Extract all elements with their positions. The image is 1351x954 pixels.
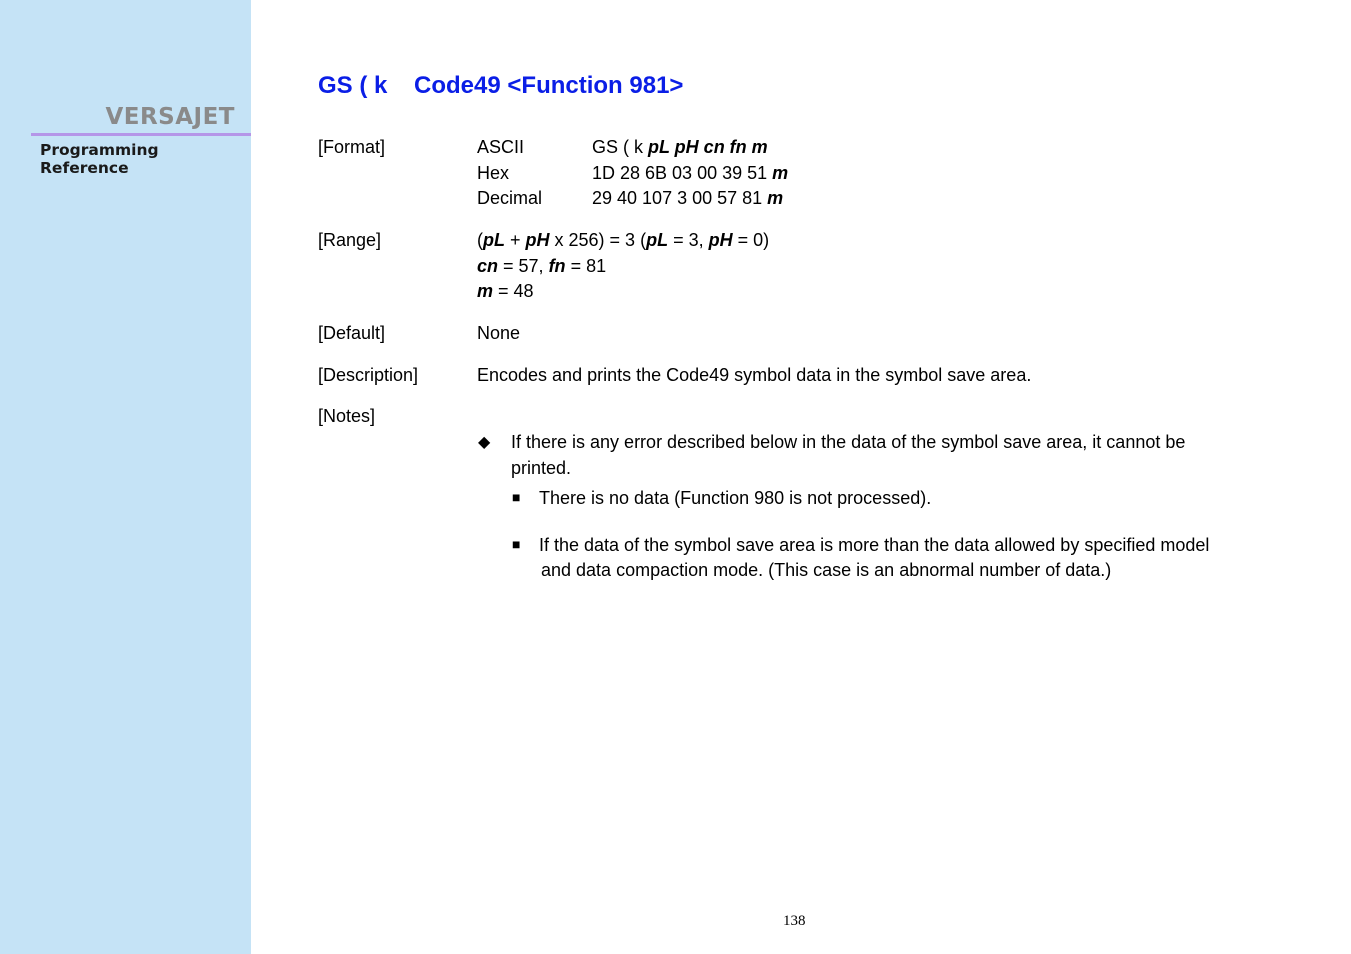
note-main-line-2: printed.	[511, 458, 572, 478]
sidebar	[0, 0, 251, 954]
range-line-2: cn = 57, fn = 81	[477, 256, 607, 276]
brand-underline	[31, 133, 251, 136]
description-label: [Description]	[318, 365, 419, 385]
format-decimal-value: 29 40 107 3 00 57 81 m	[592, 188, 784, 208]
square-bullet-icon: ■	[512, 536, 521, 552]
range-line-3: m = 48	[477, 281, 534, 301]
format-hex-label: Hex	[477, 163, 510, 183]
square-bullet-icon: ■	[512, 489, 521, 505]
sidebar-subtitle: Programming Reference	[40, 141, 159, 177]
brand-logo-text: VERSAJET	[105, 104, 235, 130]
default-label: [Default]	[318, 323, 386, 343]
default-value: None	[477, 323, 521, 343]
range-line-1: (pL + pH x 256) = 3 (pL = 3, pH = 0)	[477, 230, 770, 250]
format-decimal-label: Decimal	[477, 188, 543, 208]
format-ascii-value: GS ( k pL pH cn fn m	[592, 137, 768, 157]
notes-label: [Notes]	[318, 406, 376, 426]
description-value: Encodes and prints the Code49 symbol data in the symbol save area.	[477, 365, 1032, 385]
page-title: GS ( k Code49 <Function 981>	[318, 72, 684, 99]
format-hex-value: 1D 28 6B 03 00 39 51 m	[592, 163, 789, 183]
note-sub-item-2-line-1: If the data of the symbol save area is more than the data allowed by specified model	[539, 535, 1210, 555]
page-number: 138	[783, 913, 806, 929]
format-label: [Format]	[318, 137, 386, 157]
note-sub-item-1: There is no data (Function 980 is not processed).	[539, 488, 932, 508]
note-sub-item-2-line-2: and data compaction mode. (This case is an abnormal number of data.)	[541, 560, 1112, 580]
note-main-line-1: If there is any error described below in the data of the symbol save area, it cannot be	[511, 432, 1186, 452]
diamond-bullet-icon: ◆	[478, 434, 491, 451]
format-ascii-label: ASCII	[477, 137, 525, 157]
range-label: [Range]	[318, 230, 382, 250]
